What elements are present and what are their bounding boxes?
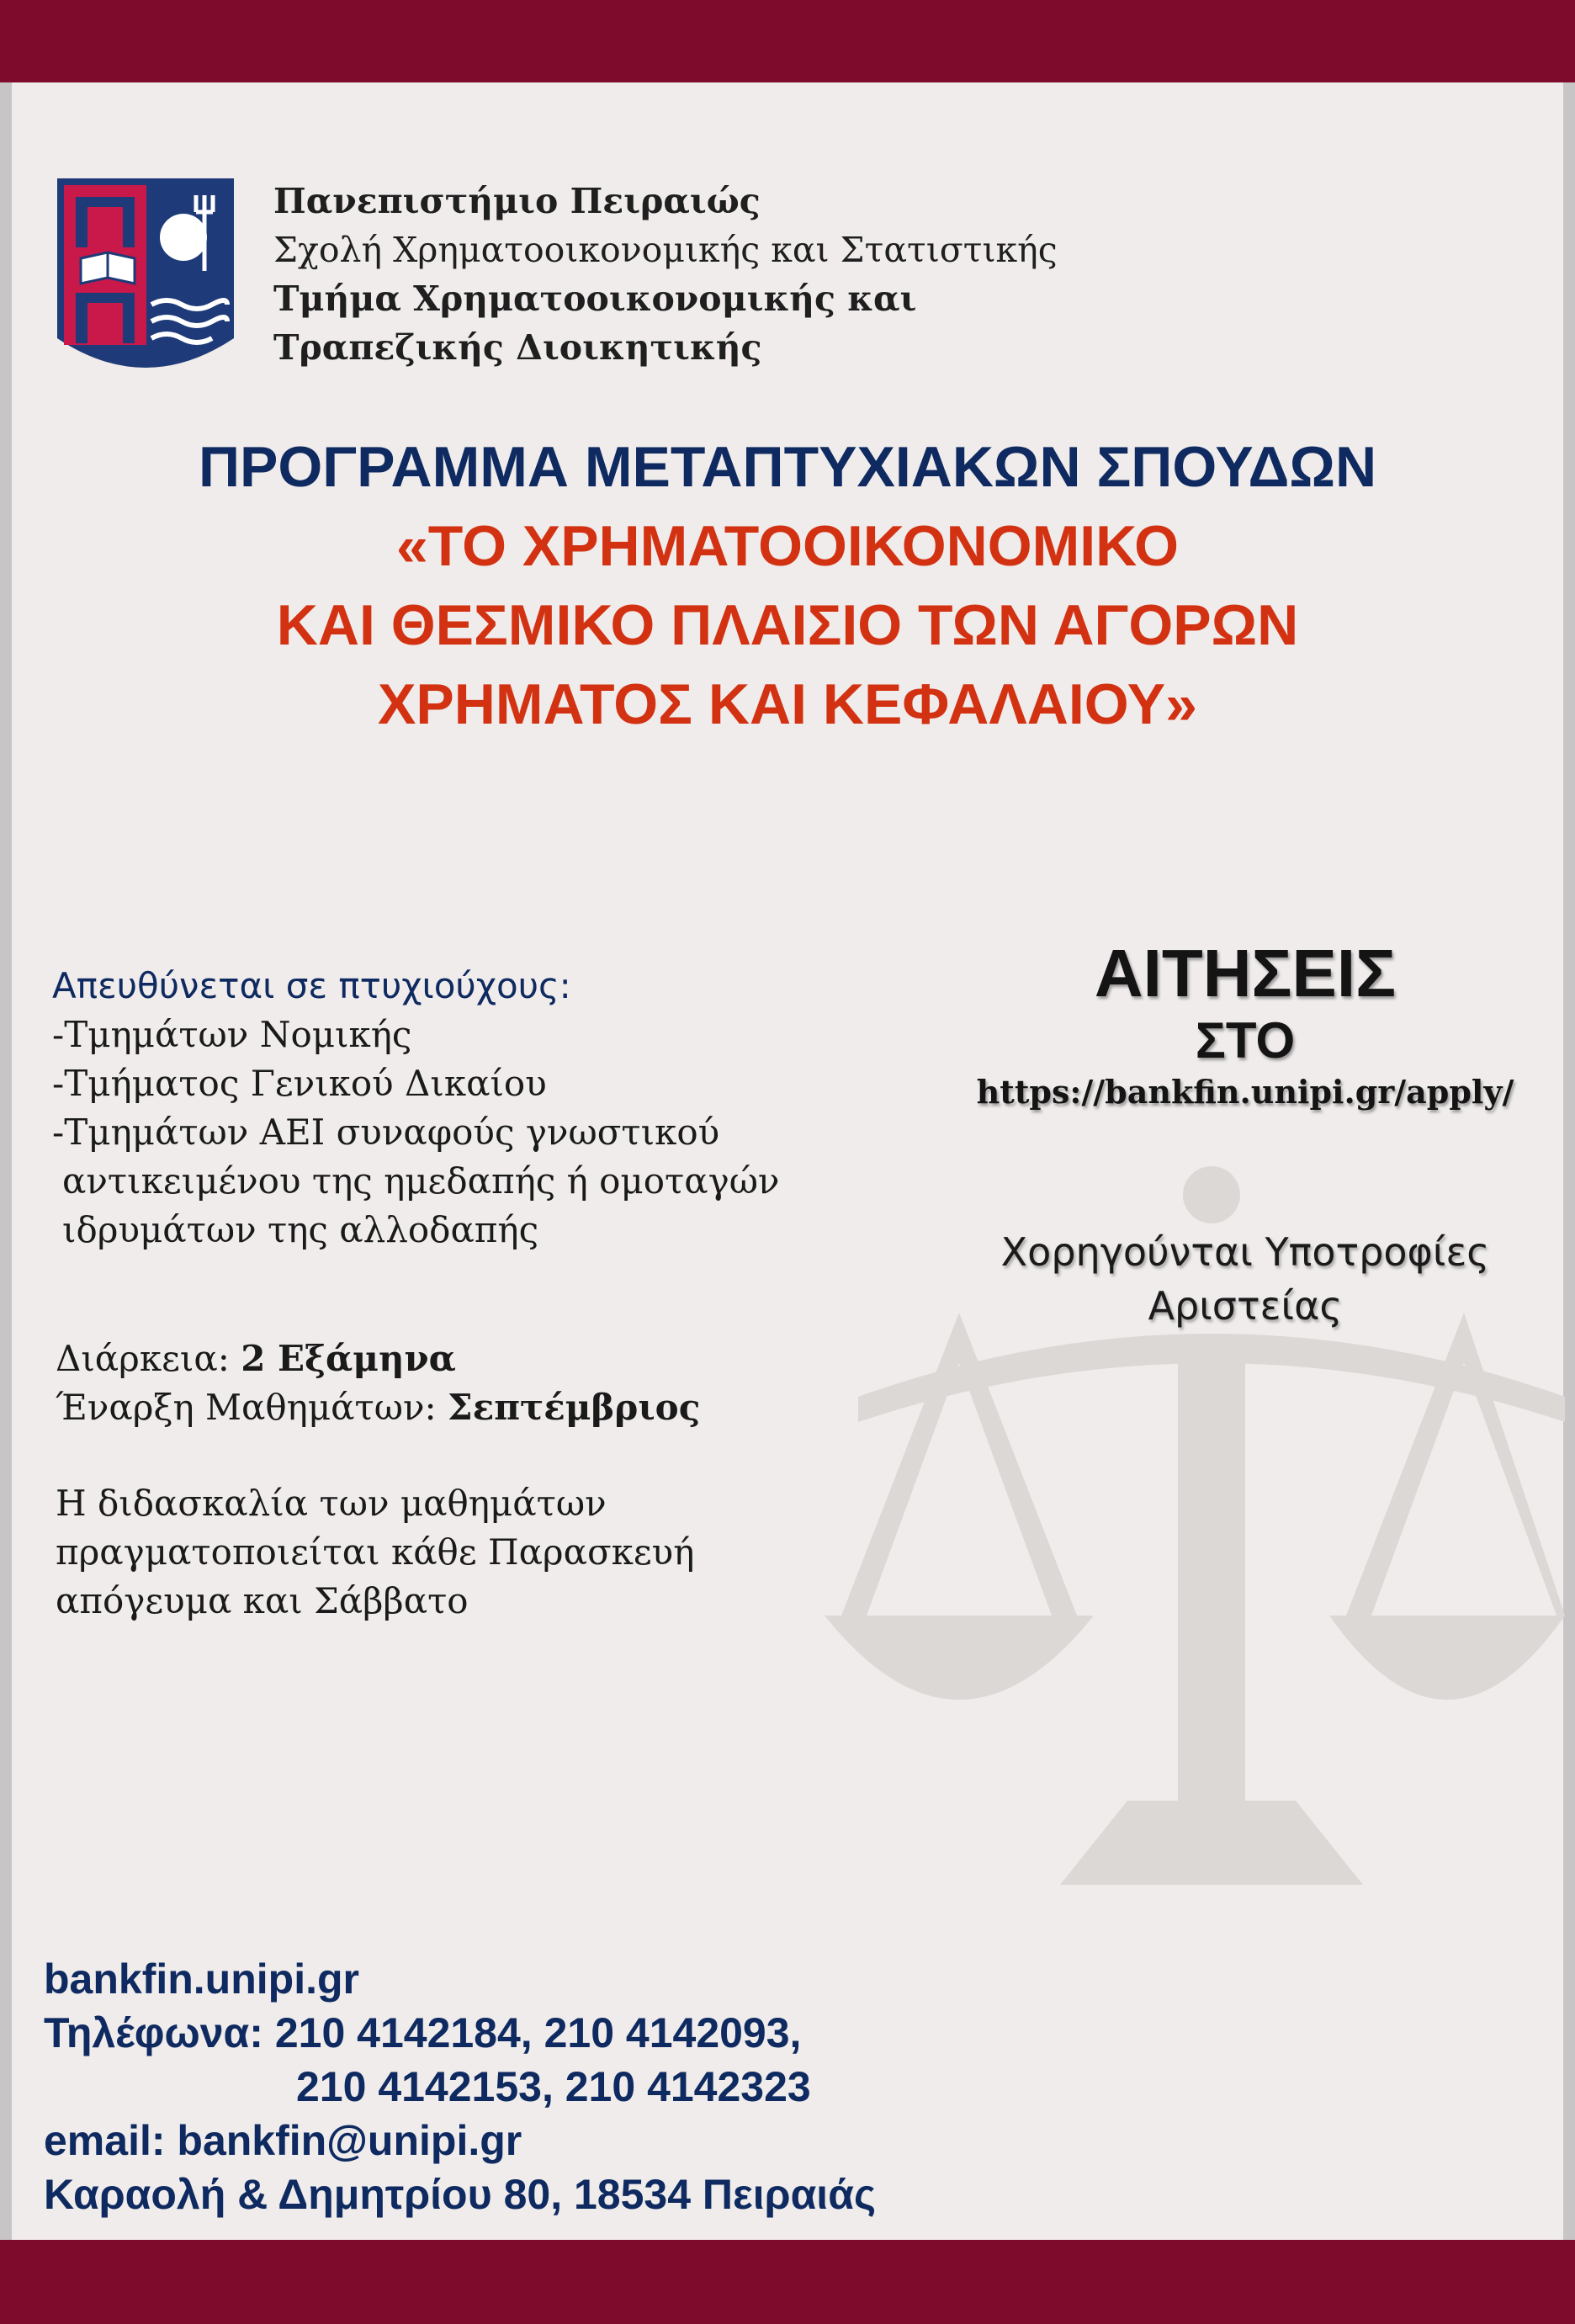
website-link[interactable]: bankfin.unipi.gr	[44, 1955, 359, 2003]
teaching-section	[56, 1479, 694, 1626]
program-title	[0, 427, 1575, 744]
applications-section	[909, 934, 1575, 1116]
university-name: Πανεπιστήμιο Πειραιώς	[273, 181, 761, 221]
title-line1: ΠΡΟΓΡΑΜΜΑ ΜΕΤΑΠΤΥΧΙΑΚΩΝ ΣΠΟΥΔΩΝ	[198, 435, 1377, 499]
school-name: Σχολή Χρηματοοικονομικής και Στατιστικής	[273, 230, 1058, 270]
bottom-band	[0, 2240, 1575, 2324]
duration-section	[56, 1334, 700, 1432]
title-line2: «ΤΟ ΧΡΗΜΑΤΟΟΙΚΟΝΟΜΙΚΟ	[395, 514, 1180, 578]
duration-value: 2 Εξάμηνα	[241, 1338, 456, 1379]
applications-sto: ΣΤΟ	[1195, 1012, 1296, 1069]
audience-item: -Τμημάτων ΑΕΙ συναφούς γνωστικού	[52, 1112, 720, 1153]
start-value: Σεπτέμβριος	[448, 1387, 701, 1428]
university-logo-icon	[57, 178, 234, 389]
audience-item: -Τμημάτων Νομικής	[52, 1014, 412, 1055]
duration-line	[56, 1334, 700, 1383]
audience-item: ιδρυμάτων της αλλοδαπής	[62, 1209, 539, 1250]
title-line3: ΚΑΙ ΘΕΣΜΙΚΟ ΠΛΑΙΣΙΟ ΤΩΝ ΑΓΟΡΩΝ	[276, 593, 1299, 657]
audience-heading: Απευθύνεται σε πτυχιούχους:	[52, 965, 571, 1006]
top-band	[0, 0, 1575, 82]
address: Καραολή & Δημητρίου 80, 18534 Πειραιάς	[44, 2171, 876, 2218]
phones-line2: 210 4142153, 210 4142323	[296, 2063, 811, 2110]
audience-item: -Τμήματος Γενικού Δικαίου	[52, 1063, 547, 1104]
email-link[interactable]: email: bankfin@unipi.gr	[44, 2117, 522, 2164]
phones-line1: Τηλέφωνα: 210 4142184, 210 4142093,	[44, 2009, 802, 2056]
scholarship-section	[909, 1225, 1575, 1333]
audience-item: αντικειμένου της ημεδαπής ή ομοταγών	[62, 1160, 780, 1202]
department-line1: Τμήμα Χρηματοοικονομικής και	[273, 279, 917, 319]
department-line2: Τραπεζικής Διοικητικής	[273, 327, 762, 368]
start-line	[56, 1383, 700, 1432]
duration-label: Διάρκεια:	[56, 1338, 241, 1379]
title-line4: ΧΡΗΜΑΤΟΣ ΚΑΙ ΚΕΦΑΛΑΙΟΥ»	[378, 672, 1197, 736]
university-header	[273, 177, 1115, 372]
applications-url[interactable]: https://bankfin.unipi.gr/apply/	[976, 1073, 1514, 1111]
teaching-line2: πραγματοποιείται κάθε Παρασκευή	[56, 1531, 695, 1573]
teaching-line1: Η διδασκαλία των μαθημάτων	[56, 1483, 607, 1524]
start-label: Έναρξη Μαθημάτων:	[56, 1387, 448, 1428]
teaching-line3: απόγευμα και Σάββατο	[56, 1580, 469, 1621]
scholarship-line2: Αριστείας	[1148, 1283, 1343, 1329]
contact-section	[44, 1952, 1053, 2221]
audience-section	[52, 962, 910, 1255]
applications-heading: ΑΙΤΗΣΕΙΣ	[1094, 936, 1397, 1011]
scholarship-line1: Χορηγούνται Υποτροφίες	[1000, 1229, 1490, 1275]
